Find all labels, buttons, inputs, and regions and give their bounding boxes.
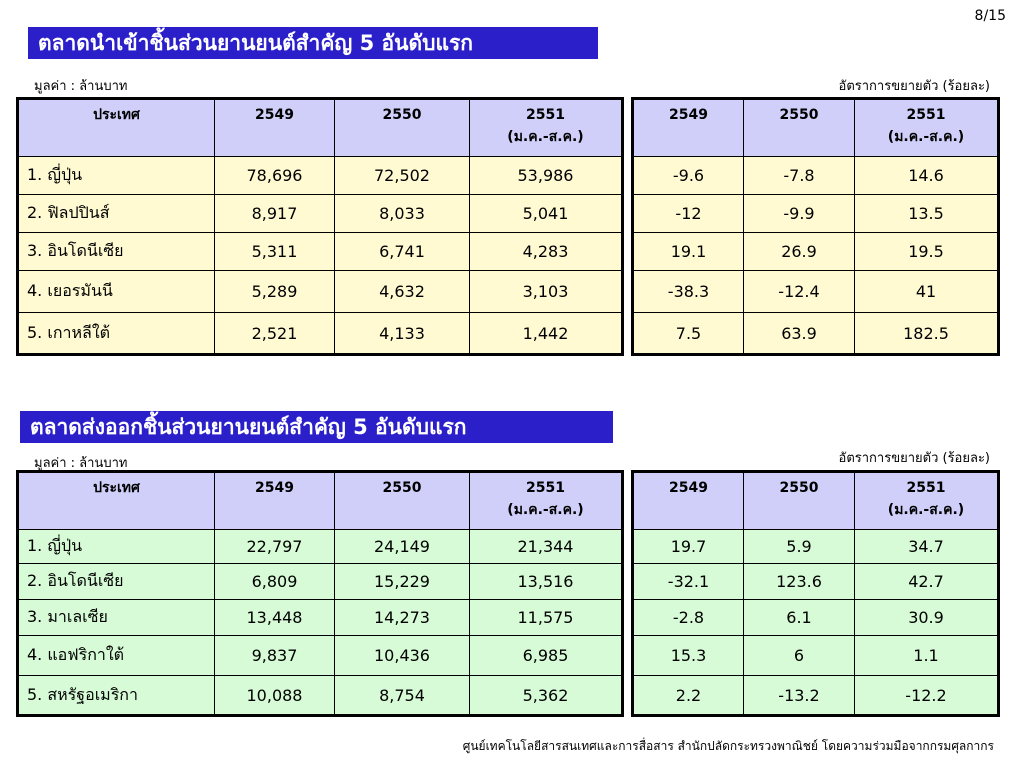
cell-g2550: -12.4: [744, 271, 855, 313]
import-value-body: [18, 157, 623, 355]
cell-g2551: 42.7: [855, 564, 999, 600]
header-2550: 2550: [335, 472, 470, 530]
cell-g2549: 2.2: [633, 676, 744, 716]
cell-v2550: 6,741: [335, 233, 470, 271]
table-row: [18, 271, 623, 313]
cell-v2549: 5,289: [215, 271, 335, 313]
table-row: [18, 564, 623, 600]
cell-v2549: 10,088: [215, 676, 335, 716]
cell-g2551: 34.7: [855, 530, 999, 564]
cell-g2551: 1.1: [855, 636, 999, 676]
export-value-table: [16, 470, 624, 717]
cell-v2550: 10,436: [335, 636, 470, 676]
cell-g2551: 30.9: [855, 600, 999, 636]
header-2551: 2551 (ม.ค.-ส.ค.): [470, 99, 623, 157]
cell-v2551: 3,103: [470, 271, 623, 313]
cell-v2549: 9,837: [215, 636, 335, 676]
table-row: [18, 676, 623, 716]
cell-country: 5. สหรัฐอเมริกา: [18, 676, 215, 716]
export-rate-table: [631, 470, 1000, 717]
cell-g2550: 63.9: [744, 313, 855, 355]
cell-g2551: 182.5: [855, 313, 999, 355]
cell-v2551: 5,362: [470, 676, 623, 716]
header-2549: 2549: [633, 99, 744, 157]
header-2549: 2549: [215, 99, 335, 157]
table-row: [633, 157, 999, 195]
cell-country: 4. แอฟริกาใต้: [18, 636, 215, 676]
cell-country: 1. ญี่ปุ่น: [18, 157, 215, 195]
table-row: [633, 313, 999, 355]
cell-g2551: 14.6: [855, 157, 999, 195]
table-row: [633, 195, 999, 233]
table-row: [633, 600, 999, 636]
cell-g2550: -13.2: [744, 676, 855, 716]
table-row: [633, 636, 999, 676]
cell-v2550: 8,754: [335, 676, 470, 716]
footer-credit: ศูนย์เทคโนโลยีสารสนเทศและการสื่อสาร สำนักปลัดกระทรวงพาณิชย์ โดยความร่วมมือจากกรมศุลกากร: [462, 739, 994, 753]
cell-v2549: 13,448: [215, 600, 335, 636]
cell-g2550: 6: [744, 636, 855, 676]
cell-g2550: 26.9: [744, 233, 855, 271]
cell-country: 4. เยอรมันนี: [18, 271, 215, 313]
cell-g2549: -12: [633, 195, 744, 233]
cell-country: 2. ฟิลปปินส์: [18, 195, 215, 233]
cell-country: 3. อินโดนีเซีย: [18, 233, 215, 271]
cell-v2551: 1,442: [470, 313, 623, 355]
export-rate-label: อัตราการขยายตัว (ร้อยละ): [838, 451, 990, 466]
table-row: [633, 530, 999, 564]
cell-v2549: 2,521: [215, 313, 335, 355]
cell-v2550: 4,133: [335, 313, 470, 355]
table-row: [18, 157, 623, 195]
export-value-body: [18, 530, 623, 716]
cell-country: 3. มาเลเซีย: [18, 600, 215, 636]
cell-v2550: 4,632: [335, 271, 470, 313]
import-value-table: [16, 97, 624, 356]
cell-v2551: 4,283: [470, 233, 623, 271]
cell-g2550: 6.1: [744, 600, 855, 636]
header-2551: 2551 (ม.ค.-ส.ค.): [855, 99, 999, 157]
header-2550: 2550: [335, 99, 470, 157]
table-row: [18, 600, 623, 636]
cell-country: 2. อินโดนีเซีย: [18, 564, 215, 600]
header-2549: 2549: [633, 472, 744, 530]
cell-v2549: 6,809: [215, 564, 335, 600]
cell-g2551: 19.5: [855, 233, 999, 271]
cell-v2551: 13,516: [470, 564, 623, 600]
export-rate-body: [633, 530, 999, 716]
cell-v2549: 5,311: [215, 233, 335, 271]
import-unit-label: มูลค่า : ล้านบาท: [34, 79, 128, 94]
table-row: [633, 233, 999, 271]
cell-g2549: 15.3: [633, 636, 744, 676]
cell-g2549: -38.3: [633, 271, 744, 313]
cell-g2549: -2.8: [633, 600, 744, 636]
cell-v2551: 5,041: [470, 195, 623, 233]
cell-g2549: -9.6: [633, 157, 744, 195]
export-rate-header: [633, 472, 999, 530]
header-2550: 2550: [744, 472, 855, 530]
cell-g2551: 41: [855, 271, 999, 313]
cell-country: 1. ญี่ปุ่น: [18, 530, 215, 564]
table-row: [18, 636, 623, 676]
table-row: [18, 233, 623, 271]
header-2551: 2551 (ม.ค.-ส.ค.): [855, 472, 999, 530]
cell-country: 5. เกาหลีใต้: [18, 313, 215, 355]
cell-g2549: 19.1: [633, 233, 744, 271]
cell-g2550: 123.6: [744, 564, 855, 600]
export-value-header: [18, 472, 623, 530]
import-rate-header: [633, 99, 999, 157]
cell-g2549: 7.5: [633, 313, 744, 355]
table-row: [633, 676, 999, 716]
cell-v2549: 8,917: [215, 195, 335, 233]
cell-v2550: 72,502: [335, 157, 470, 195]
header-2549: 2549: [215, 472, 335, 530]
cell-g2549: -32.1: [633, 564, 744, 600]
header-2551: 2551 (ม.ค.-ส.ค.): [470, 472, 623, 530]
table-row: [18, 195, 623, 233]
table-row: [18, 530, 623, 564]
cell-v2549: 22,797: [215, 530, 335, 564]
import-rate-body: [633, 157, 999, 355]
cell-v2550: 8,033: [335, 195, 470, 233]
cell-g2550: -9.9: [744, 195, 855, 233]
table-row: [633, 271, 999, 313]
page-number: 8/15: [974, 8, 1006, 24]
export-unit-label: มูลค่า : ล้านบาท: [34, 456, 128, 471]
cell-g2549: 19.7: [633, 530, 744, 564]
header-2550: 2550: [744, 99, 855, 157]
cell-v2551: 21,344: [470, 530, 623, 564]
import-title: ตลาดนำเข้าชิ้นส่วนยานยนต์สำคัญ 5 อันดับแรก: [28, 27, 598, 59]
cell-g2551: 13.5: [855, 195, 999, 233]
cell-g2550: 5.9: [744, 530, 855, 564]
cell-v2550: 15,229: [335, 564, 470, 600]
import-value-header: [18, 99, 623, 157]
cell-v2549: 78,696: [215, 157, 335, 195]
import-rate-label: อัตราการขยายตัว (ร้อยละ): [838, 79, 990, 94]
cell-g2551: -12.2: [855, 676, 999, 716]
cell-v2550: 24,149: [335, 530, 470, 564]
cell-v2550: 14,273: [335, 600, 470, 636]
import-rate-table: [631, 97, 1000, 356]
table-row: [18, 313, 623, 355]
header-country: ประเทศ: [18, 472, 215, 530]
cell-v2551: 11,575: [470, 600, 623, 636]
table-row: [633, 564, 999, 600]
cell-g2550: -7.8: [744, 157, 855, 195]
export-title: ตลาดส่งออกชิ้นส่วนยานยนต์สำคัญ 5 อันดับแรก: [20, 411, 613, 443]
cell-v2551: 53,986: [470, 157, 623, 195]
header-country: ประเทศ: [18, 99, 215, 157]
cell-v2551: 6,985: [470, 636, 623, 676]
